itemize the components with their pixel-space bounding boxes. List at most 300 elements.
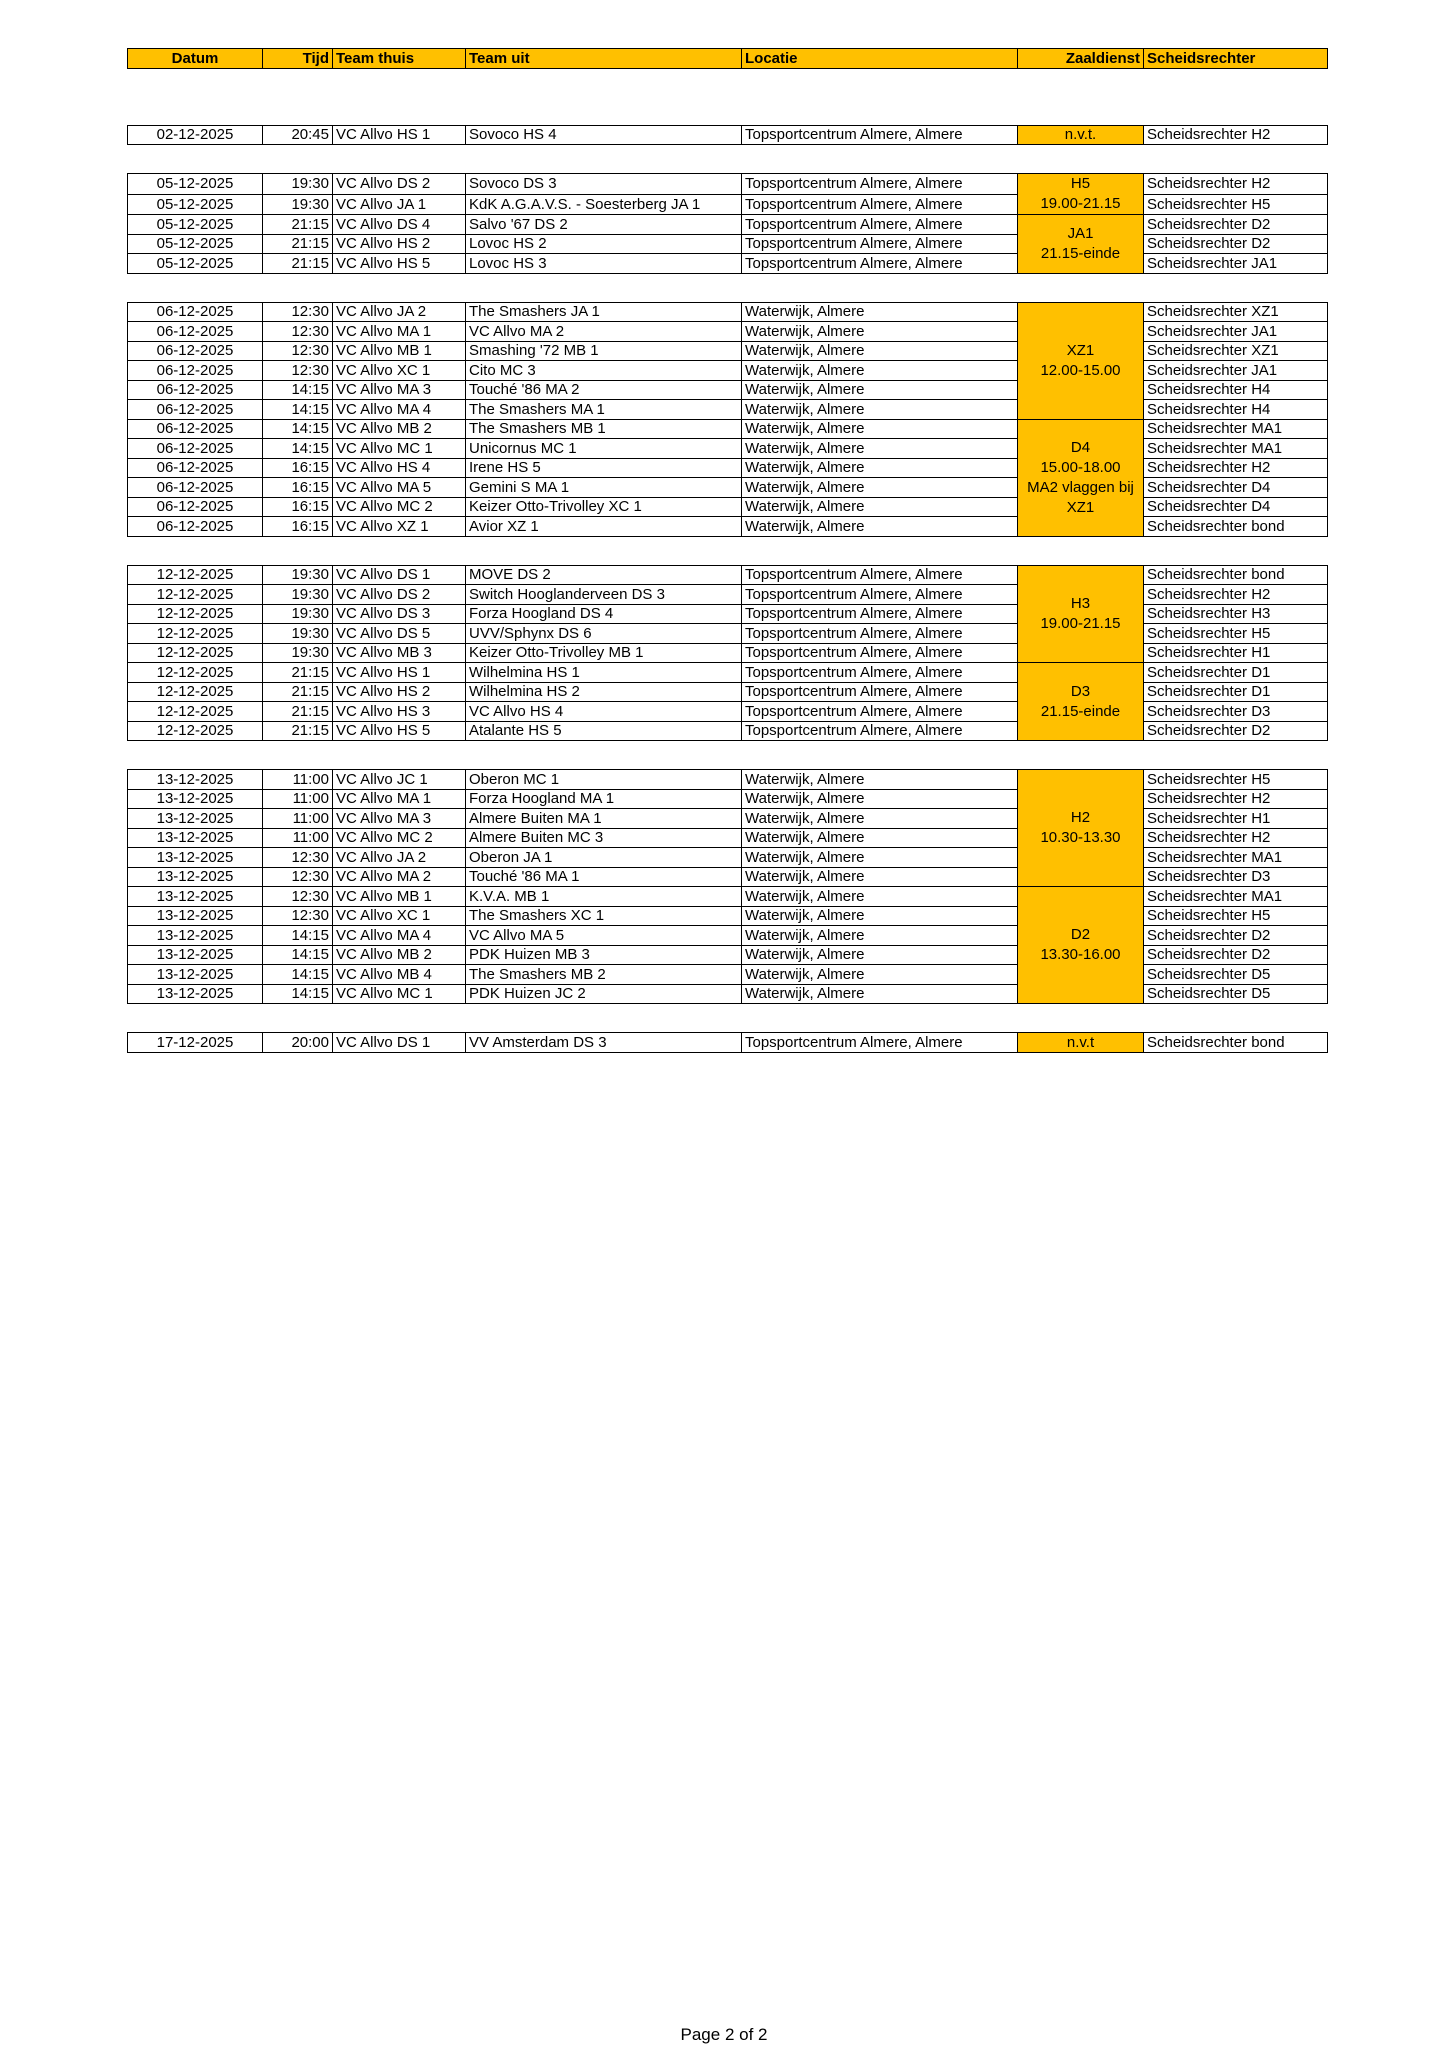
cell-team-thuis: VC Allvo MA 1 bbox=[333, 322, 466, 342]
cell-team-thuis: VC Allvo MB 4 bbox=[333, 965, 466, 985]
cell-datum: 13-12-2025 bbox=[128, 945, 263, 965]
cell-zaaldienst bbox=[1018, 1033, 1144, 1053]
cell-tijd: 11:00 bbox=[263, 789, 333, 809]
cell-locatie: Topsportcentrum Almere, Almere bbox=[742, 721, 1018, 741]
cell-locatie: Waterwijk, Almere bbox=[742, 789, 1018, 809]
cell-team-thuis: VC Allvo MA 1 bbox=[333, 789, 466, 809]
zaaldienst-line: 21.15-einde bbox=[1040, 702, 1121, 720]
cell-scheidsrechter: Scheidsrechter JA1 bbox=[1144, 322, 1328, 342]
cell-team-uit: Keizer Otto-Trivolley XC 1 bbox=[466, 497, 742, 517]
cell-team-thuis: VC Allvo DS 1 bbox=[333, 565, 466, 585]
header-team-uit: Team uit bbox=[466, 49, 742, 69]
match-row bbox=[128, 215, 1328, 235]
zaaldienst-line: 15.00-18.00 bbox=[1040, 458, 1121, 476]
match-row bbox=[128, 906, 1328, 926]
cell-team-thuis: VC Allvo XC 1 bbox=[333, 361, 466, 381]
cell-team-thuis: VC Allvo DS 5 bbox=[333, 624, 466, 644]
cell-zaaldienst bbox=[1018, 565, 1144, 663]
cell-team-uit: The Smashers MB 2 bbox=[466, 965, 742, 985]
cell-team-thuis: VC Allvo MB 2 bbox=[333, 945, 466, 965]
cell-team-uit: Gemini S MA 1 bbox=[466, 478, 742, 498]
cell-locatie: Waterwijk, Almere bbox=[742, 322, 1018, 342]
cell-team-uit: Wilhelmina HS 2 bbox=[466, 682, 742, 702]
cell-scheidsrechter: Scheidsrechter H5 bbox=[1144, 906, 1328, 926]
cell-datum: 13-12-2025 bbox=[128, 848, 263, 868]
zaaldienst-line: 19.00-21.15 bbox=[1040, 614, 1121, 632]
cell-datum: 17-12-2025 bbox=[128, 1033, 263, 1053]
cell-team-uit: Irene HS 5 bbox=[466, 458, 742, 478]
cell-datum: 06-12-2025 bbox=[128, 439, 263, 459]
cell-zaaldienst bbox=[1018, 887, 1144, 1004]
cell-locatie: Topsportcentrum Almere, Almere bbox=[742, 624, 1018, 644]
cell-team-thuis: VC Allvo XZ 1 bbox=[333, 517, 466, 537]
zaaldienst-line: H2 bbox=[1070, 809, 1091, 826]
cell-zaaldienst bbox=[1018, 663, 1144, 741]
cell-team-thuis: VC Allvo XC 1 bbox=[333, 906, 466, 926]
cell-scheidsrechter: Scheidsrechter JA1 bbox=[1144, 361, 1328, 381]
match-row bbox=[128, 789, 1328, 809]
cell-tijd: 14:15 bbox=[263, 945, 333, 965]
cell-team-thuis: VC Allvo HS 2 bbox=[333, 234, 466, 254]
cell-scheidsrechter: Scheidsrechter H1 bbox=[1144, 809, 1328, 829]
match-row bbox=[128, 341, 1328, 361]
cell-datum: 13-12-2025 bbox=[128, 789, 263, 809]
spacer-cell bbox=[128, 1004, 1328, 1033]
cell-locatie: Waterwijk, Almere bbox=[742, 341, 1018, 361]
cell-tijd: 21:15 bbox=[263, 663, 333, 683]
cell-tijd: 11:00 bbox=[263, 828, 333, 848]
cell-tijd: 21:15 bbox=[263, 234, 333, 254]
cell-team-uit: Touché '86 MA 1 bbox=[466, 867, 742, 887]
cell-team-uit: Lovoc HS 3 bbox=[466, 254, 742, 274]
cell-team-uit: UVV/Sphynx DS 6 bbox=[466, 624, 742, 644]
cell-team-thuis: VC Allvo MB 3 bbox=[333, 643, 466, 663]
spacer-cell bbox=[128, 536, 1328, 565]
zaaldienst-line: XZ1 bbox=[1066, 498, 1095, 516]
cell-scheidsrechter: Scheidsrechter D2 bbox=[1144, 234, 1328, 254]
cell-team-thuis: VC Allvo JA 2 bbox=[333, 848, 466, 868]
cell-team-thuis: VC Allvo HS 3 bbox=[333, 702, 466, 722]
zaaldienst-line: n.v.t bbox=[1066, 1033, 1095, 1051]
cell-locatie: Topsportcentrum Almere, Almere bbox=[742, 174, 1018, 195]
cell-locatie: Waterwijk, Almere bbox=[742, 361, 1018, 381]
cell-team-uit: The Smashers JA 1 bbox=[466, 302, 742, 322]
match-row bbox=[128, 565, 1328, 585]
cell-scheidsrechter: Scheidsrechter H1 bbox=[1144, 643, 1328, 663]
header-row bbox=[128, 49, 1328, 69]
cell-scheidsrechter: Scheidsrechter XZ1 bbox=[1144, 302, 1328, 322]
cell-tijd: 19:30 bbox=[263, 624, 333, 644]
spacer-cell bbox=[128, 741, 1328, 770]
cell-scheidsrechter: Scheidsrechter H5 bbox=[1144, 770, 1328, 790]
cell-scheidsrechter: Scheidsrechter H2 bbox=[1144, 174, 1328, 195]
cell-locatie: Waterwijk, Almere bbox=[742, 419, 1018, 439]
cell-tijd: 21:15 bbox=[263, 702, 333, 722]
cell-scheidsrechter: Scheidsrechter H2 bbox=[1144, 585, 1328, 605]
match-row bbox=[128, 1033, 1328, 1053]
cell-scheidsrechter: Scheidsrechter MA1 bbox=[1144, 419, 1328, 439]
zaaldienst-line: 10.30-13.30 bbox=[1040, 829, 1121, 846]
cell-team-thuis: VC Allvo HS 1 bbox=[333, 663, 466, 683]
cell-team-uit: Avior XZ 1 bbox=[466, 517, 742, 537]
cell-team-thuis: VC Allvo DS 2 bbox=[333, 174, 466, 195]
cell-team-thuis: VC Allvo MB 2 bbox=[333, 419, 466, 439]
cell-team-thuis: VC Allvo DS 4 bbox=[333, 215, 466, 235]
cell-scheidsrechter: Scheidsrechter bond bbox=[1144, 1033, 1328, 1053]
cell-scheidsrechter: Scheidsrechter H5 bbox=[1144, 624, 1328, 644]
match-row bbox=[128, 624, 1328, 644]
cell-tijd: 12:30 bbox=[263, 906, 333, 926]
cell-scheidsrechter: Scheidsrechter D2 bbox=[1144, 215, 1328, 235]
cell-scheidsrechter: Scheidsrechter bond bbox=[1144, 517, 1328, 537]
match-row bbox=[128, 419, 1328, 439]
zaaldienst-line: MA2 vlaggen bij bbox=[1027, 478, 1134, 496]
cell-team-thuis: VC Allvo JA 1 bbox=[333, 194, 466, 215]
cell-team-uit: VC Allvo MA 5 bbox=[466, 926, 742, 946]
cell-locatie: Topsportcentrum Almere, Almere bbox=[742, 643, 1018, 663]
match-row bbox=[128, 682, 1328, 702]
match-row bbox=[128, 770, 1328, 790]
cell-locatie: Topsportcentrum Almere, Almere bbox=[742, 682, 1018, 702]
group-spacer bbox=[128, 1004, 1328, 1033]
cell-scheidsrechter: Scheidsrechter XZ1 bbox=[1144, 341, 1328, 361]
zaaldienst-line: H3 bbox=[1070, 594, 1091, 612]
header-locatie: Locatie bbox=[742, 49, 1018, 69]
cell-datum: 06-12-2025 bbox=[128, 517, 263, 537]
cell-scheidsrechter: Scheidsrechter D3 bbox=[1144, 702, 1328, 722]
cell-team-uit: Lovoc HS 2 bbox=[466, 234, 742, 254]
cell-team-uit: Sovoco HS 4 bbox=[466, 125, 742, 145]
match-row bbox=[128, 478, 1328, 498]
cell-scheidsrechter: Scheidsrechter H3 bbox=[1144, 604, 1328, 624]
cell-team-uit: Forza Hoogland MA 1 bbox=[466, 789, 742, 809]
cell-scheidsrechter: Scheidsrechter H2 bbox=[1144, 458, 1328, 478]
cell-locatie: Topsportcentrum Almere, Almere bbox=[742, 234, 1018, 254]
match-row bbox=[128, 497, 1328, 517]
cell-datum: 05-12-2025 bbox=[128, 215, 263, 235]
cell-scheidsrechter: Scheidsrechter D3 bbox=[1144, 867, 1328, 887]
cell-locatie: Topsportcentrum Almere, Almere bbox=[742, 254, 1018, 274]
cell-scheidsrechter: Scheidsrechter H5 bbox=[1144, 194, 1328, 215]
cell-tijd: 16:15 bbox=[263, 478, 333, 498]
match-row bbox=[128, 945, 1328, 965]
cell-team-thuis: VC Allvo MC 2 bbox=[333, 497, 466, 517]
cell-tijd: 16:15 bbox=[263, 458, 333, 478]
cell-datum: 05-12-2025 bbox=[128, 194, 263, 215]
cell-team-uit: Keizer Otto-Trivolley MB 1 bbox=[466, 643, 742, 663]
cell-tijd: 21:15 bbox=[263, 215, 333, 235]
zaaldienst-line: D3 bbox=[1070, 682, 1091, 700]
cell-datum: 06-12-2025 bbox=[128, 380, 263, 400]
cell-scheidsrechter: Scheidsrechter D2 bbox=[1144, 945, 1328, 965]
cell-tijd: 16:15 bbox=[263, 497, 333, 517]
match-row bbox=[128, 194, 1328, 215]
cell-datum: 12-12-2025 bbox=[128, 682, 263, 702]
match-row bbox=[128, 926, 1328, 946]
cell-datum: 13-12-2025 bbox=[128, 984, 263, 1004]
match-row bbox=[128, 604, 1328, 624]
zaaldienst-line: XZ1 bbox=[1066, 341, 1095, 359]
match-row bbox=[128, 702, 1328, 722]
cell-team-thuis: VC Allvo MB 1 bbox=[333, 341, 466, 361]
cell-team-uit: PDK Huizen JC 2 bbox=[466, 984, 742, 1004]
cell-locatie: Waterwijk, Almere bbox=[742, 906, 1018, 926]
cell-tijd: 12:30 bbox=[263, 848, 333, 868]
cell-team-uit: Unicornus MC 1 bbox=[466, 439, 742, 459]
cell-tijd: 12:30 bbox=[263, 361, 333, 381]
cell-team-thuis: VC Allvo MA 3 bbox=[333, 380, 466, 400]
cell-scheidsrechter: Scheidsrechter D2 bbox=[1144, 721, 1328, 741]
cell-datum: 12-12-2025 bbox=[128, 643, 263, 663]
cell-tijd: 19:30 bbox=[263, 643, 333, 663]
cell-locatie: Waterwijk, Almere bbox=[742, 302, 1018, 322]
match-row bbox=[128, 965, 1328, 985]
cell-locatie: Waterwijk, Almere bbox=[742, 497, 1018, 517]
cell-tijd: 14:15 bbox=[263, 984, 333, 1004]
cell-team-uit: Almere Buiten MA 1 bbox=[466, 809, 742, 829]
cell-datum: 06-12-2025 bbox=[128, 322, 263, 342]
cell-team-uit: Wilhelmina HS 1 bbox=[466, 663, 742, 683]
cell-locatie: Waterwijk, Almere bbox=[742, 887, 1018, 907]
group-spacer bbox=[128, 741, 1328, 770]
cell-team-uit: Sovoco DS 3 bbox=[466, 174, 742, 195]
match-row bbox=[128, 322, 1328, 342]
cell-datum: 13-12-2025 bbox=[128, 828, 263, 848]
cell-locatie: Waterwijk, Almere bbox=[742, 380, 1018, 400]
cell-team-thuis: VC Allvo MA 2 bbox=[333, 867, 466, 887]
match-row bbox=[128, 585, 1328, 605]
cell-datum: 12-12-2025 bbox=[128, 663, 263, 683]
cell-datum: 12-12-2025 bbox=[128, 585, 263, 605]
cell-team-uit: VV Amsterdam DS 3 bbox=[466, 1033, 742, 1053]
header-datum: Datum bbox=[128, 49, 263, 69]
cell-locatie: Waterwijk, Almere bbox=[742, 478, 1018, 498]
page-number: Page 2 of 2 bbox=[680, 2025, 768, 2044]
cell-team-uit: Switch Hooglanderveen DS 3 bbox=[466, 585, 742, 605]
cell-locatie: Topsportcentrum Almere, Almere bbox=[742, 125, 1018, 145]
cell-team-uit: Smashing '72 MB 1 bbox=[466, 341, 742, 361]
schedule-sheet bbox=[127, 48, 1327, 1053]
zaaldienst-line: JA1 bbox=[1067, 224, 1094, 242]
cell-datum: 13-12-2025 bbox=[128, 809, 263, 829]
cell-locatie: Topsportcentrum Almere, Almere bbox=[742, 604, 1018, 624]
cell-datum: 05-12-2025 bbox=[128, 234, 263, 254]
cell-tijd: 14:15 bbox=[263, 926, 333, 946]
cell-locatie: Waterwijk, Almere bbox=[742, 945, 1018, 965]
cell-team-thuis: VC Allvo HS 2 bbox=[333, 682, 466, 702]
cell-datum: 12-12-2025 bbox=[128, 721, 263, 741]
match-row bbox=[128, 848, 1328, 868]
match-row bbox=[128, 809, 1328, 829]
cell-scheidsrechter: Scheidsrechter H2 bbox=[1144, 125, 1328, 145]
cell-tijd: 14:15 bbox=[263, 965, 333, 985]
cell-zaaldienst bbox=[1018, 770, 1144, 887]
cell-datum: 06-12-2025 bbox=[128, 497, 263, 517]
cell-team-thuis: VC Allvo HS 5 bbox=[333, 721, 466, 741]
cell-team-thuis: VC Allvo MC 1 bbox=[333, 439, 466, 459]
cell-datum: 12-12-2025 bbox=[128, 624, 263, 644]
cell-datum: 05-12-2025 bbox=[128, 254, 263, 274]
cell-locatie: Waterwijk, Almere bbox=[742, 828, 1018, 848]
cell-tijd: 11:00 bbox=[263, 770, 333, 790]
cell-team-uit: The Smashers MB 1 bbox=[466, 419, 742, 439]
cell-scheidsrechter: Scheidsrechter MA1 bbox=[1144, 439, 1328, 459]
zaaldienst-line: D2 bbox=[1070, 926, 1091, 943]
cell-team-uit: Forza Hoogland DS 4 bbox=[466, 604, 742, 624]
cell-locatie: Waterwijk, Almere bbox=[742, 867, 1018, 887]
cell-datum: 12-12-2025 bbox=[128, 565, 263, 585]
cell-locatie: Waterwijk, Almere bbox=[742, 400, 1018, 420]
zaaldienst-line: D4 bbox=[1070, 438, 1091, 456]
cell-tijd: 19:30 bbox=[263, 174, 333, 195]
cell-locatie: Topsportcentrum Almere, Almere bbox=[742, 663, 1018, 683]
cell-tijd: 12:30 bbox=[263, 887, 333, 907]
cell-team-uit: Oberon JA 1 bbox=[466, 848, 742, 868]
match-row bbox=[128, 721, 1328, 741]
cell-team-uit: Salvo '67 DS 2 bbox=[466, 215, 742, 235]
cell-team-thuis: VC Allvo DS 3 bbox=[333, 604, 466, 624]
match-row bbox=[128, 458, 1328, 478]
cell-team-thuis: VC Allvo MA 4 bbox=[333, 926, 466, 946]
cell-tijd: 21:15 bbox=[263, 254, 333, 274]
cell-datum: 13-12-2025 bbox=[128, 887, 263, 907]
cell-team-uit: Atalante HS 5 bbox=[466, 721, 742, 741]
cell-tijd: 12:30 bbox=[263, 867, 333, 887]
spacer-cell bbox=[128, 68, 1328, 125]
header-zaaldienst: Zaaldienst bbox=[1018, 49, 1144, 69]
match-row bbox=[128, 517, 1328, 537]
match-row bbox=[128, 867, 1328, 887]
cell-datum: 13-12-2025 bbox=[128, 867, 263, 887]
cell-datum: 13-12-2025 bbox=[128, 906, 263, 926]
cell-tijd: 19:30 bbox=[263, 585, 333, 605]
cell-locatie: Waterwijk, Almere bbox=[742, 517, 1018, 537]
cell-locatie: Topsportcentrum Almere, Almere bbox=[742, 215, 1018, 235]
cell-datum: 13-12-2025 bbox=[128, 770, 263, 790]
match-row bbox=[128, 828, 1328, 848]
cell-scheidsrechter: Scheidsrechter bond bbox=[1144, 565, 1328, 585]
cell-scheidsrechter: Scheidsrechter MA1 bbox=[1144, 887, 1328, 907]
match-row bbox=[128, 174, 1328, 195]
cell-locatie: Waterwijk, Almere bbox=[742, 965, 1018, 985]
cell-locatie: Topsportcentrum Almere, Almere bbox=[742, 585, 1018, 605]
group-spacer bbox=[128, 536, 1328, 565]
cell-team-uit: Almere Buiten MC 3 bbox=[466, 828, 742, 848]
cell-team-thuis: VC Allvo JC 1 bbox=[333, 770, 466, 790]
cell-team-uit: KdK A.G.A.V.S. - Soesterberg JA 1 bbox=[466, 194, 742, 215]
zaaldienst-line: H5 bbox=[1070, 175, 1091, 192]
cell-datum: 06-12-2025 bbox=[128, 478, 263, 498]
cell-team-thuis: VC Allvo HS 5 bbox=[333, 254, 466, 274]
cell-datum: 02-12-2025 bbox=[128, 125, 263, 145]
cell-team-uit: PDK Huizen MB 3 bbox=[466, 945, 742, 965]
cell-team-uit: VC Allvo HS 4 bbox=[466, 702, 742, 722]
cell-team-thuis: VC Allvo DS 1 bbox=[333, 1033, 466, 1053]
cell-datum: 13-12-2025 bbox=[128, 965, 263, 985]
cell-scheidsrechter: Scheidsrechter H4 bbox=[1144, 400, 1328, 420]
cell-team-uit: Cito MC 3 bbox=[466, 361, 742, 381]
cell-scheidsrechter: Scheidsrechter D2 bbox=[1144, 926, 1328, 946]
cell-scheidsrechter: Scheidsrechter D1 bbox=[1144, 663, 1328, 683]
cell-datum: 06-12-2025 bbox=[128, 419, 263, 439]
match-row bbox=[128, 984, 1328, 1004]
cell-datum: 06-12-2025 bbox=[128, 341, 263, 361]
match-row bbox=[128, 234, 1328, 254]
cell-datum: 12-12-2025 bbox=[128, 702, 263, 722]
cell-locatie: Waterwijk, Almere bbox=[742, 439, 1018, 459]
cell-scheidsrechter: Scheidsrechter H4 bbox=[1144, 380, 1328, 400]
cell-tijd: 12:30 bbox=[263, 322, 333, 342]
cell-locatie: Topsportcentrum Almere, Almere bbox=[742, 194, 1018, 215]
cell-tijd: 11:00 bbox=[263, 809, 333, 829]
match-row bbox=[128, 380, 1328, 400]
match-row bbox=[128, 125, 1328, 145]
cell-locatie: Waterwijk, Almere bbox=[742, 926, 1018, 946]
cell-team-uit: MOVE DS 2 bbox=[466, 565, 742, 585]
zaaldienst-line: 21.15-einde bbox=[1040, 244, 1121, 262]
group-spacer bbox=[128, 68, 1328, 125]
cell-zaaldienst bbox=[1018, 215, 1144, 274]
schedule-table bbox=[127, 48, 1328, 1053]
cell-team-thuis: VC Allvo MB 1 bbox=[333, 887, 466, 907]
cell-team-thuis: VC Allvo MA 3 bbox=[333, 809, 466, 829]
cell-datum: 12-12-2025 bbox=[128, 604, 263, 624]
cell-datum: 06-12-2025 bbox=[128, 400, 263, 420]
cell-tijd: 19:30 bbox=[263, 604, 333, 624]
cell-tijd: 21:15 bbox=[263, 721, 333, 741]
cell-locatie: Topsportcentrum Almere, Almere bbox=[742, 565, 1018, 585]
match-row bbox=[128, 643, 1328, 663]
spacer-cell bbox=[128, 145, 1328, 174]
cell-team-uit: Oberon MC 1 bbox=[466, 770, 742, 790]
cell-team-uit: VC Allvo MA 2 bbox=[466, 322, 742, 342]
cell-locatie: Waterwijk, Almere bbox=[742, 458, 1018, 478]
match-row bbox=[128, 887, 1328, 907]
header-team-thuis: Team thuis bbox=[333, 49, 466, 69]
cell-datum: 06-12-2025 bbox=[128, 361, 263, 381]
cell-tijd: 14:15 bbox=[263, 419, 333, 439]
zaaldienst-line: 19.00-21.15 bbox=[1040, 195, 1121, 212]
cell-locatie: Waterwijk, Almere bbox=[742, 770, 1018, 790]
cell-scheidsrechter: Scheidsrechter D5 bbox=[1144, 984, 1328, 1004]
group-spacer bbox=[128, 273, 1328, 302]
cell-locatie: Waterwijk, Almere bbox=[742, 848, 1018, 868]
cell-datum: 06-12-2025 bbox=[128, 302, 263, 322]
match-row bbox=[128, 302, 1328, 322]
cell-tijd: 12:30 bbox=[263, 302, 333, 322]
cell-tijd: 20:45 bbox=[263, 125, 333, 145]
zaaldienst-line: n.v.t. bbox=[1064, 126, 1097, 144]
cell-team-thuis: VC Allvo MA 4 bbox=[333, 400, 466, 420]
cell-scheidsrechter: Scheidsrechter H2 bbox=[1144, 828, 1328, 848]
cell-locatie: Topsportcentrum Almere, Almere bbox=[742, 702, 1018, 722]
cell-tijd: 19:30 bbox=[263, 194, 333, 215]
cell-scheidsrechter: Scheidsrechter H2 bbox=[1144, 789, 1328, 809]
cell-team-thuis: VC Allvo MC 1 bbox=[333, 984, 466, 1004]
cell-tijd: 21:15 bbox=[263, 682, 333, 702]
cell-datum: 05-12-2025 bbox=[128, 174, 263, 195]
cell-team-thuis: VC Allvo MA 5 bbox=[333, 478, 466, 498]
cell-scheidsrechter: Scheidsrechter D1 bbox=[1144, 682, 1328, 702]
match-row bbox=[128, 663, 1328, 683]
zaaldienst-line: 12.00-15.00 bbox=[1040, 361, 1121, 379]
group-spacer bbox=[128, 145, 1328, 174]
cell-team-thuis: VC Allvo HS 4 bbox=[333, 458, 466, 478]
cell-team-uit: K.V.A. MB 1 bbox=[466, 887, 742, 907]
match-row bbox=[128, 361, 1328, 381]
cell-locatie: Topsportcentrum Almere, Almere bbox=[742, 1033, 1018, 1053]
cell-team-thuis: VC Allvo JA 2 bbox=[333, 302, 466, 322]
